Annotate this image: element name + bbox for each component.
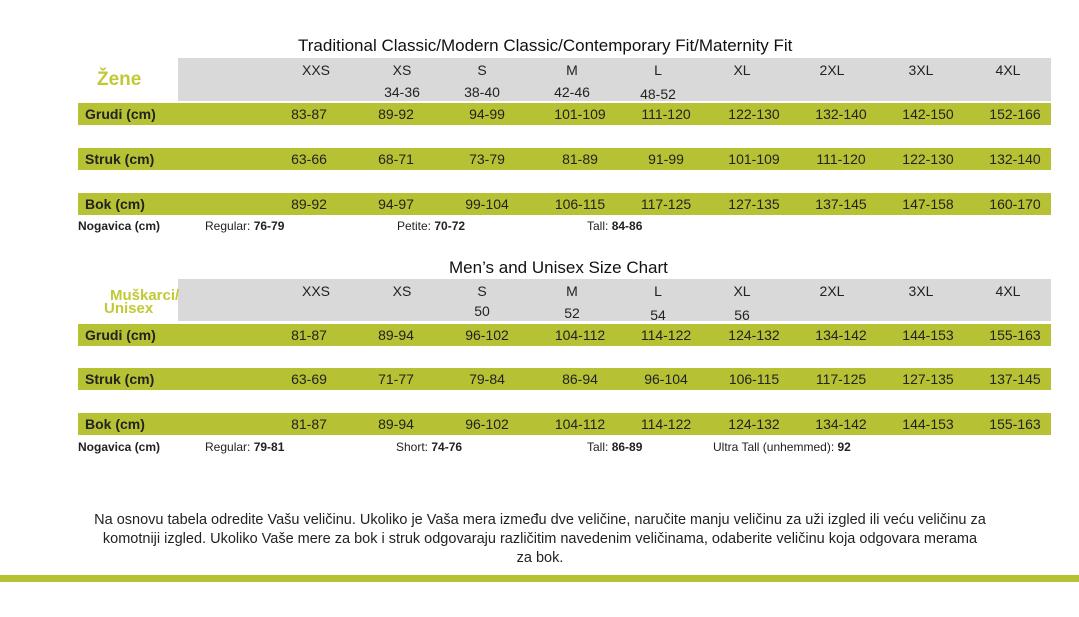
men-table-cell: 79-84 [469, 371, 505, 387]
women-table-cell: 132-140 [815, 106, 867, 122]
men-group-label-line2: Unisex [104, 300, 154, 317]
men-table-cell: 96-104 [644, 371, 688, 387]
men-size-header: 2XL [819, 283, 845, 299]
women-table-cell: 83-87 [291, 106, 327, 122]
women-table-cell: 89-92 [291, 196, 327, 212]
women-inseam-regular: Regular: 76-79 [205, 219, 285, 233]
men-size-header: 4XL [995, 283, 1021, 299]
men-table-cell: 144-153 [902, 416, 954, 432]
women-table-cell: 142-150 [902, 106, 954, 122]
women-size-header: 2XL [819, 62, 845, 78]
women-table-cell: 117-125 [640, 196, 692, 212]
men-table-cell: 81-87 [291, 416, 327, 432]
men-row-label-hip: Bok (cm) [85, 416, 145, 432]
women-table-cell: 101-109 [554, 106, 606, 122]
footer-line-1: Na osnovu tabela odredite Vašu veličinu. Ukoliko je Vaša mera između dve veličine, naručite manju veličinu za uži izgled ili veću veličinu za [94, 512, 986, 528]
bottom-accent-bar [0, 575, 1079, 582]
men-table-cell: 104-112 [554, 416, 606, 432]
men-inseam-regular: Regular: 79-81 [205, 440, 285, 454]
women-table-cell: 137-145 [815, 196, 867, 212]
men-size-subheader: 50 [474, 303, 490, 319]
women-inseam-petite: Petite: 70-72 [397, 219, 466, 233]
women-row-label-waist: Struk (cm) [85, 151, 155, 167]
women-table-cell: 101-109 [728, 151, 780, 167]
men-size-header: XL [733, 283, 751, 299]
men-table-cell: 106-115 [728, 371, 780, 387]
women-table-cell: 111-120 [816, 151, 866, 167]
women-size-header: S [477, 62, 487, 78]
women-table-cell: 81-89 [562, 151, 598, 167]
women-size-subheader: 48-52 [640, 86, 676, 102]
women-size-header: 4XL [995, 62, 1021, 78]
women-inseam-label: Nogavica (cm) [78, 219, 161, 233]
women-table-cell: 73-79 [469, 151, 505, 167]
men-inseam-label: Nogavica (cm) [78, 440, 161, 454]
men-table-cell: 117-125 [815, 371, 867, 387]
men-row-label-waist: Struk (cm) [85, 371, 155, 387]
women-table-cell: 122-130 [902, 151, 954, 167]
men-table-cell: 144-153 [902, 327, 954, 343]
women-size-header: L [654, 62, 662, 78]
men-table-cell: 89-94 [378, 416, 414, 432]
men-table-cell: 63-69 [291, 371, 327, 387]
men-table-cell: 155-163 [989, 327, 1041, 343]
men-table-cell: 96-102 [465, 327, 509, 343]
men-group-label-line1: Muškarci/ [110, 287, 180, 304]
footer-line-3: za bok. [516, 550, 564, 566]
women-inseam-tall: Tall: 84-86 [587, 219, 643, 233]
women-table-cell: 94-97 [378, 196, 414, 212]
women-table-cell: 106-115 [554, 196, 606, 212]
women-table-cell: 89-92 [378, 106, 414, 122]
women-table-cell: 63-66 [291, 151, 327, 167]
men-table-cell: 96-102 [465, 416, 509, 432]
men-inseam-ultra-tall: Ultra Tall (unhemmed): 92 [713, 440, 851, 454]
women-chart-title: Traditional Classic/Modern Classic/Contemporary Fit/Maternity Fit [298, 36, 793, 55]
women-size-subheader: 42-46 [554, 84, 590, 100]
men-table-cell: 134-142 [815, 327, 867, 343]
women-table-cell: 122-130 [728, 106, 780, 122]
women-size-header: 3XL [908, 62, 934, 78]
men-chart-title: Men’s and Unisex Size Chart [449, 258, 668, 277]
women-size-subheader: 34-36 [384, 84, 420, 100]
men-table-cell: 124-132 [728, 416, 780, 432]
women-table-cell: 111-120 [641, 106, 691, 122]
women-size-header: XXS [301, 62, 330, 78]
men-size-header: 3XL [908, 283, 934, 299]
men-table-cell: 104-112 [554, 327, 606, 343]
men-table-cell: 114-122 [640, 327, 692, 343]
women-size-subheader: 38-40 [464, 84, 500, 100]
women-table-cell: 160-170 [989, 196, 1041, 212]
men-table-cell: 81-87 [291, 327, 327, 343]
women-size-header: XL [733, 62, 751, 78]
women-row-label-hip: Bok (cm) [85, 196, 145, 212]
women-table-cell: 91-99 [648, 151, 684, 167]
men-size-header: XS [392, 283, 412, 299]
men-table-cell: 127-135 [902, 371, 954, 387]
footer-line-2: komotniji izgled. Ukoliko Vaše mere za bok i struk odgovaraju različitim navedenim veličinama, odaberite veličinu koja odgovara merama [102, 531, 978, 547]
men-table-cell: 114-122 [640, 416, 692, 432]
women-table-cell: 94-99 [469, 106, 505, 122]
women-table-cell: 99-104 [465, 196, 509, 212]
men-size-header: S [477, 283, 487, 299]
men-size-subheader: 52 [564, 305, 580, 321]
women-table-cell: 68-71 [378, 151, 414, 167]
men-table-cell: 71-77 [378, 371, 414, 387]
men-table-cell: 137-145 [989, 371, 1041, 387]
women-table-cell: 147-158 [902, 196, 954, 212]
men-table-cell: 155-163 [989, 416, 1041, 432]
men-size-header: XXS [301, 283, 330, 299]
men-size-header: M [566, 283, 578, 299]
women-row-label-chest: Grudi (cm) [85, 106, 156, 122]
women-table-cell: 132-140 [989, 151, 1041, 167]
women-size-header: XS [392, 62, 412, 78]
men-inseam-tall: Tall: 86-89 [587, 440, 643, 454]
men-size-subheader: 54 [650, 307, 666, 323]
men-table-cell: 89-94 [378, 327, 414, 343]
men-size-subheader: 56 [734, 307, 750, 323]
men-row-label-chest: Grudi (cm) [85, 327, 156, 343]
women-table-cell: 152-166 [989, 106, 1041, 122]
women-table-cell: 127-135 [728, 196, 780, 212]
men-table-cell: 86-94 [562, 371, 598, 387]
men-table-cell: 124-132 [728, 327, 780, 343]
men-table-cell: 134-142 [815, 416, 867, 432]
women-group-label: Žene [97, 69, 142, 90]
men-size-header: L [654, 283, 662, 299]
women-size-header: M [566, 62, 578, 78]
men-inseam-short: Short: 74-76 [396, 440, 463, 454]
